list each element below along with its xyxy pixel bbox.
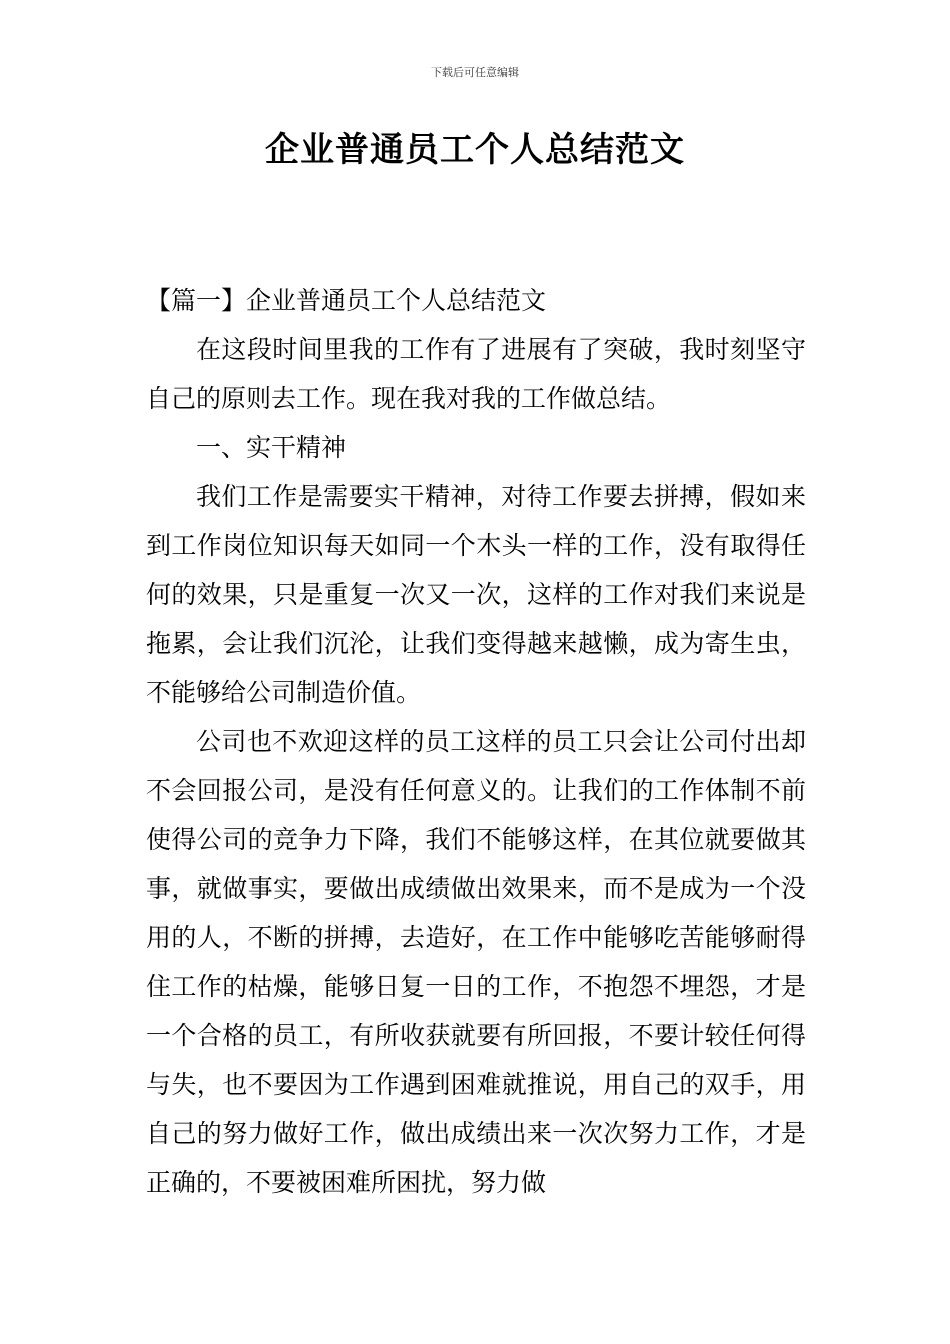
paragraph-intro: 在这段时间里我的工作有了进展有了突破，我时刻坚守自己的原则去工作。现在我对我的工作做总结。: [146, 335, 806, 413]
document-body: [146, 276, 806, 1207]
document-title: 企业普通员工个人总结范文: [265, 130, 685, 170]
paragraph-practical-spirit: 我们工作是需要实干精神，对待工作要去拼搏，假如来到工作岗位知识每天如同一个木头一样的工作，没有取得任何的效果，只是重复一次又一次，这样的工作对我们来说是拖累，会让我们沉沦，让我们变得越来越懒，成为寄生虫，不能够给公司制造价值。: [146, 482, 806, 707]
paragraph-company-expectations: 公司也不欢迎这样的员工这样的员工只会让公司付出却不会回报公司，是没有任何意义的。让我们的工作体制不前使得公司的竞争力下降，我们不能够这样，在其位就要做其事，就做事实，要做出成绩做出效果来，而不是成为一个没用的人，不断的拼搏，去造好，在工作中能够吃苦能够耐得住工作的枯燥，能够日复一日的工作，不抱怨不埋怨，才是一个合格的员工，有所收获就要有所回报，不要计较任何得与失，也不要因为工作遇到困难就推说，用自己的双手，用自己的努力做好工作，做出成绩出来一次次努力工作，才是正确的，不要被困难所困扰，努力做: [146, 727, 806, 1197]
header-note: 下载后可任意编辑: [431, 66, 519, 79]
section-heading: 【篇一】企业普通员工个人总结范文: [146, 286, 547, 315]
subheading-practical-spirit: 一、实干精神: [196, 433, 347, 462]
